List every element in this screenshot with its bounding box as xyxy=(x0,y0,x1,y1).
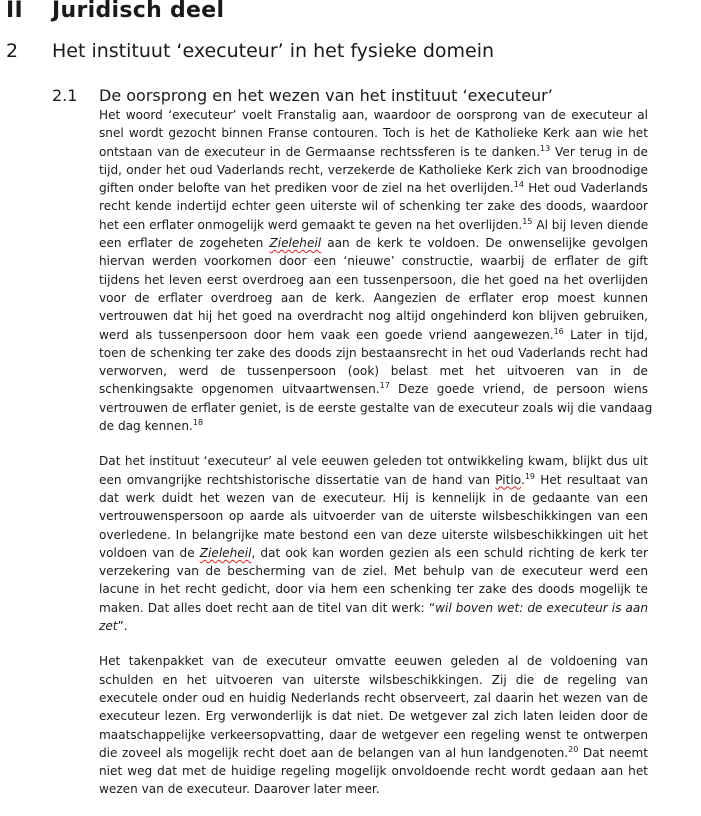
footnote-ref[interactable]: 18 xyxy=(192,418,204,428)
text-line: maken. Dat alles doet recht aan de titel van dit werk: “wil boven wet: de executeur is aan xyxy=(99,600,648,615)
text-line: vertrouwen de erflater geniet, is de eerste gestalte van de executeur zoals wij die vandaag xyxy=(99,400,653,415)
text-line: toen de schenking ter zake des doods zijn bestaansrecht in het oud Vaderlands recht had xyxy=(99,345,648,360)
footnote-ref[interactable]: 19 xyxy=(524,471,536,481)
section-number: 2.1 xyxy=(52,86,78,105)
text-line: snel wordt gezocht binnen Franse contouren. Toch is het de Katholieke Kerk aan wie het xyxy=(99,126,648,141)
text-line: hiervan werden voorkomen door een ‘nieuwe’ constructie, waarbij de erflater de gift xyxy=(99,254,648,269)
text-line: voor de erflater overdroeg aan de kerk. Aangezien de erflater erop moest kunnen xyxy=(99,290,648,305)
heading-part xyxy=(6,0,224,23)
text-line: executele onder oud en huidig Nederlands recht observeert, zal daarin het wezen van de xyxy=(99,690,648,705)
text-line: Dat het instituut ‘executeur’ al vele eeuwen geleden tot ontwikkeling kwam, blijkt dus uit xyxy=(99,454,648,469)
text-line: maatschappelijke verkeersopvatting, daar de wetgever een regeling wenst te ontwerpen xyxy=(99,727,648,742)
text-line: tijd, onder het oud Vaderlands recht, verzekerde de Katholieke Kerk zich van broodnodige xyxy=(99,162,648,177)
text-line: Het takenpakket van de executeur omvatte eeuwen geleden al de voldoening van xyxy=(99,654,648,669)
chapter-title: Het instituut ‘executeur’ in het fysieke domein xyxy=(52,40,495,62)
quoted-title: zet xyxy=(99,619,118,634)
paragraph xyxy=(99,452,648,635)
text-line: wezen van de executeur. Daarover later meer. xyxy=(99,782,380,797)
quoted-title: wil boven wet: de executeur is aan xyxy=(435,600,648,615)
text-line: Het woord ‘executeur’ voelt Franstalig aan, waardoor de oorsprong van de executeur al xyxy=(99,108,648,122)
spellcheck-flagged-word[interactable]: Pitlo xyxy=(495,472,521,487)
footnote-ref[interactable]: 17 xyxy=(379,381,390,391)
text-line: ontstaan van de executeur in de Germaanse rechtssferen is te danken.$^{13}$ Ver terug in de xyxy=(99,143,648,159)
footnote-ref[interactable]: 15 xyxy=(522,216,533,226)
text-line: tijdens het leven eerst overdroeg aan een tussenpersoon, die het goed na het overlijden xyxy=(99,272,648,287)
part-number: II xyxy=(6,0,23,23)
text-line: dat werk duidt het wezen van de executeur. Hij is kennelijk in de gedaante van een xyxy=(99,490,648,505)
section-title: De oorsprong en het wezen van het instituut ‘executeur’ xyxy=(99,86,553,105)
text-line: niet weg dat met de huidige regeling mogelijk onvoldoende recht wordt gedaan aan het xyxy=(99,764,648,779)
paragraph xyxy=(99,106,653,435)
footnote-ref[interactable]: 20 xyxy=(568,744,579,754)
footnote-ref[interactable]: 13 xyxy=(540,143,551,153)
text-line: het een erflater onmogelijk werd gemaakt te geven na het overlijden.$^{15}$ Al bij leven diende xyxy=(99,216,649,232)
text-line: recht kende indertijd echter geen uiterste wil of schenking ter zake des doods, waardoor xyxy=(99,199,648,214)
text-line: vertrouwen dat hij het goed na overdracht nog altijd ongehinderd kon blijven gebruiken, xyxy=(99,309,648,324)
text-line: lacune in het recht gedicht, door via hem een schenking ter zake des doods mogelijk te xyxy=(99,582,648,597)
text-line: verzekering van de bescherming van de ziel. Met behulp van de executeur werd een xyxy=(99,564,648,579)
text-line: overledene. In belangrijke mate bestond een van deze uiterste wilsbeschikkingen uit het xyxy=(99,527,648,542)
document-body xyxy=(99,106,653,816)
text-line: een erflater de zogeheten Zieleheil aan de kerk te voldoen. De onwenselijke gevolgen xyxy=(99,236,649,251)
part-title: Juridisch deel xyxy=(52,0,225,23)
heading-section xyxy=(52,86,553,105)
text-line: schulden en het uitvoeren van uiterste wilsbeschikkingen. Zij die de regeling van xyxy=(99,672,648,687)
text-line: schenkingsakte opgenomen uitvaartwensen.$^{17}$ Deze goede vriend, de persoon wiens xyxy=(99,381,648,397)
paragraph xyxy=(99,652,648,798)
text-line: voldoen van de Zieleheil, dat ook kan worden gezien als een schuld richting de kerk ter xyxy=(99,545,648,560)
text-line: giften onder belofte van het prediken voor de ziel na het overlijden.$^{14}$ Het oud Vaderlands xyxy=(99,180,648,196)
spellcheck-flagged-word[interactable]: Zieleheil xyxy=(269,236,322,251)
footnote-ref[interactable]: 14 xyxy=(513,180,524,190)
text-line: executeur lezen. Erg verwonderlijk is dat niet. De wetgever zal zich laten leiden door de xyxy=(99,709,648,724)
chapter-number: 2 xyxy=(6,40,19,62)
spellcheck-flagged-word[interactable]: Zieleheil xyxy=(199,545,252,560)
text-line: verworven, werd de tussenpersoon (ook) belast met het uitvoeren van in de xyxy=(99,364,648,379)
text-line: die zoveel als mogelijk recht doet aan de belangen van al hun landgenoten.$^{20}$ Dat neemt xyxy=(99,744,648,760)
text-line: werd als tussenpersoon door hem vaak een goede vriend aangewezen.$^{16}$ Later in tijd, xyxy=(99,326,649,342)
text-line: een omvangrijke rechtshistorische dissertatie van de hand van Pitlo.$^{19}$ Het resultaat van xyxy=(99,471,648,487)
text-line: de dag kennen.$^{18}$ xyxy=(99,418,204,434)
text-line: vertrouwenspersoon op aarde als uitvoerder van de uiterste wilsbeschikkingen van een xyxy=(99,509,648,524)
heading-chapter xyxy=(6,40,494,62)
footnote-ref[interactable]: 16 xyxy=(553,326,564,336)
text-line: zet”. xyxy=(99,619,128,634)
